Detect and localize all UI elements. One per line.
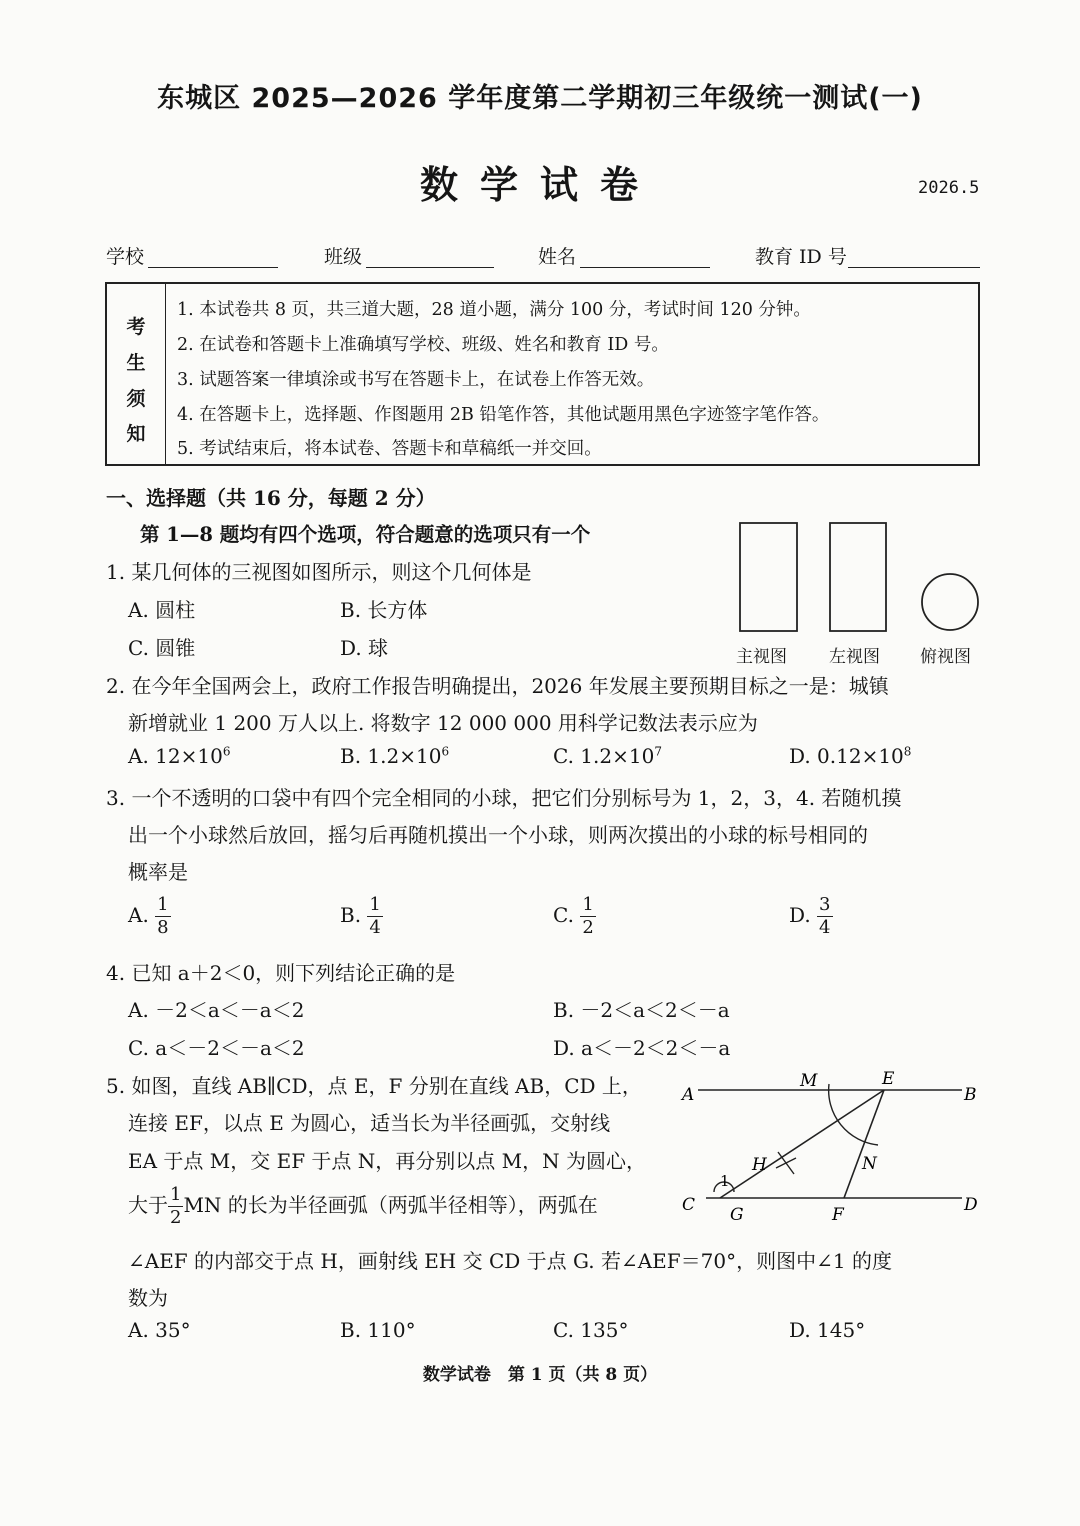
q5-option-d[interactable]: D. 145° — [789, 1318, 866, 1342]
q3-stem-2: 出一个小球然后放回，摇匀后再随机摸出一个小球，则两次摸出的小球的标号相同的 — [128, 823, 868, 847]
q3-stem-3: 概率是 — [128, 860, 188, 884]
label-m: M — [800, 1071, 818, 1091]
q5-line-5: ∠AEF 的内部交于点 H，画射线 EH 交 CD 于点 G. 若∠AEF＝70°，则图中∠1 的度 — [128, 1249, 892, 1273]
label-f: F — [832, 1205, 844, 1225]
side-view-label: 左视图 — [829, 647, 880, 667]
page-footer: 数学试卷 第 1 页（共 8 页） — [422, 1365, 658, 1385]
q3-option-a[interactable]: A. $\frac{1}{8}$ — [128, 894, 169, 938]
notice-item: 5. 考试结束后，将本试卷、答题卡和草稿纸一并交回。 — [177, 439, 602, 459]
q4-stem: 4. 已知 a＋2＜0，则下列结论正确的是 — [106, 961, 456, 985]
q4-option-a[interactable]: A. －2＜a＜－a＜2 — [128, 998, 305, 1022]
label-n: N — [862, 1154, 877, 1174]
label-h: H — [752, 1155, 767, 1175]
q2-option-d[interactable]: D. $0.12\times 10^8$ — [789, 744, 912, 768]
top-view-label: 俯视图 — [920, 647, 971, 667]
notice-label: 考 生 须 知 — [107, 284, 166, 464]
arc-mn — [829, 1084, 878, 1145]
field-id-label: 教育 ID 号 — [755, 246, 847, 268]
side-view-rect — [830, 523, 886, 631]
field-name-line[interactable] — [580, 267, 710, 268]
q4-option-d[interactable]: D. a＜－2＜2＜－a — [553, 1036, 731, 1060]
notice-item: 4. 在答题卡上，选择题、作图题用 2B 铅笔作答，其他试题用黑色字迹签字笔作答。 — [177, 405, 830, 425]
q1-option-d[interactable]: D. 球 — [340, 636, 389, 660]
q2-option-a[interactable]: A. $12\times 10^6$ — [128, 744, 231, 768]
front-view-rect — [740, 523, 797, 631]
field-school-line[interactable] — [148, 267, 278, 268]
q5-option-b[interactable]: B. 110° — [340, 1318, 416, 1342]
label-b: B — [964, 1085, 977, 1105]
label-g: G — [730, 1205, 744, 1225]
q4-option-c[interactable]: C. a＜－2＜－a＜2 — [128, 1036, 305, 1060]
q5-line-3: EA 于点 M，交 EF 于点 N，再分别以点 M，N 为圆心， — [128, 1149, 646, 1173]
q2-option-c[interactable]: C. $1.2\times 10^7$ — [553, 744, 662, 768]
label-a: A — [682, 1085, 695, 1105]
label-d: D — [964, 1195, 978, 1215]
top-view-circle — [922, 574, 978, 630]
q5-line-1: 5. 如图，直线 AB∥CD，点 E，F 分别在直线 AB，CD 上， — [106, 1074, 642, 1098]
label-c: C — [682, 1195, 696, 1215]
q1-option-b[interactable]: B. 长方体 — [340, 598, 428, 622]
q5-line-4: 大于 $\frac{1}{2}$ MN 的长为半径画弧（两弧半径相等），两弧在 — [128, 1184, 598, 1228]
label-angle-1: 1 — [720, 1172, 730, 1190]
notice-item: 3. 试题答案一律填涂或书写在答题卡上，在试卷上作答无效。 — [177, 370, 655, 390]
q4-option-b[interactable]: B. －2＜a＜2＜－a — [553, 998, 730, 1022]
front-view-label: 主视图 — [736, 647, 787, 667]
q3-option-c[interactable]: C. $\frac{1}{2}$ — [553, 894, 594, 938]
q1-option-c[interactable]: C. 圆锥 — [128, 636, 196, 660]
three-views-figure — [730, 515, 990, 640]
field-class-line[interactable] — [366, 267, 494, 268]
exam-subtitle: 数学试卷 — [419, 162, 660, 207]
field-id-line[interactable] — [848, 267, 980, 268]
q3-option-b[interactable]: B. $\frac{1}{4}$ — [340, 894, 381, 938]
label-e: E — [882, 1069, 895, 1089]
section-heading: 一、选择题（共 16 分，每题 2 分） — [106, 486, 436, 510]
q2-option-b[interactable]: B. $1.2\times 10^6$ — [340, 744, 450, 768]
notice-box — [105, 282, 980, 466]
q1-stem: 1. 某几何体的三视图如图所示，则这个几何体是 — [106, 560, 532, 584]
segment-ef — [844, 1090, 884, 1198]
q1-option-a[interactable]: A. 圆柱 — [128, 598, 196, 622]
q5-line-6: 数为 — [128, 1286, 168, 1310]
exam-title: 东城区 2025—2026 学年度第二学期初三年级统一测试(一) — [157, 83, 923, 114]
exam-date: 2026.5 — [918, 178, 980, 198]
q3-option-d[interactable]: D. $\frac{3}{4}$ — [789, 894, 831, 938]
section-intro: 第 1—8 题均有四个选项，符合题意的选项只有一个 — [140, 523, 591, 546]
ray-eg — [720, 1090, 884, 1198]
q5-option-a[interactable]: A. 35° — [128, 1318, 191, 1342]
q5-line-2: 连接 EF，以点 E 为圆心，适当长为半径画弧，交射线 — [128, 1111, 611, 1135]
q2-stem-2: 新增就业 1 200 万人以上. 将数字 12 000 000 用科学记数法表示应为 — [128, 711, 758, 735]
q3-stem-1: 3. 一个不透明的口袋中有四个完全相同的小球，把它们分别标号为 1，2，3，4. 若随机摸 — [106, 786, 902, 810]
field-school-label: 学校 — [106, 246, 145, 268]
notice-item: 1. 本试卷共 8 页，共三道大题，28 道小题，满分 100 分，考试时间 120 分钟。 — [177, 300, 811, 320]
q5-option-c[interactable]: C. 135° — [553, 1318, 629, 1342]
q2-stem-1: 2. 在今年全国两会上，政府工作报告明确提出，2026 年发展主要预期目标之一是：城镇 — [106, 674, 889, 698]
notice-item: 2. 在试卷和答题卡上准确填写学校、班级、姓名和教育 ID 号。 — [177, 335, 669, 355]
parallel-lines-figure — [672, 1062, 992, 1227]
field-name-label: 姓名 — [538, 246, 577, 268]
field-class-label: 班级 — [324, 246, 363, 268]
